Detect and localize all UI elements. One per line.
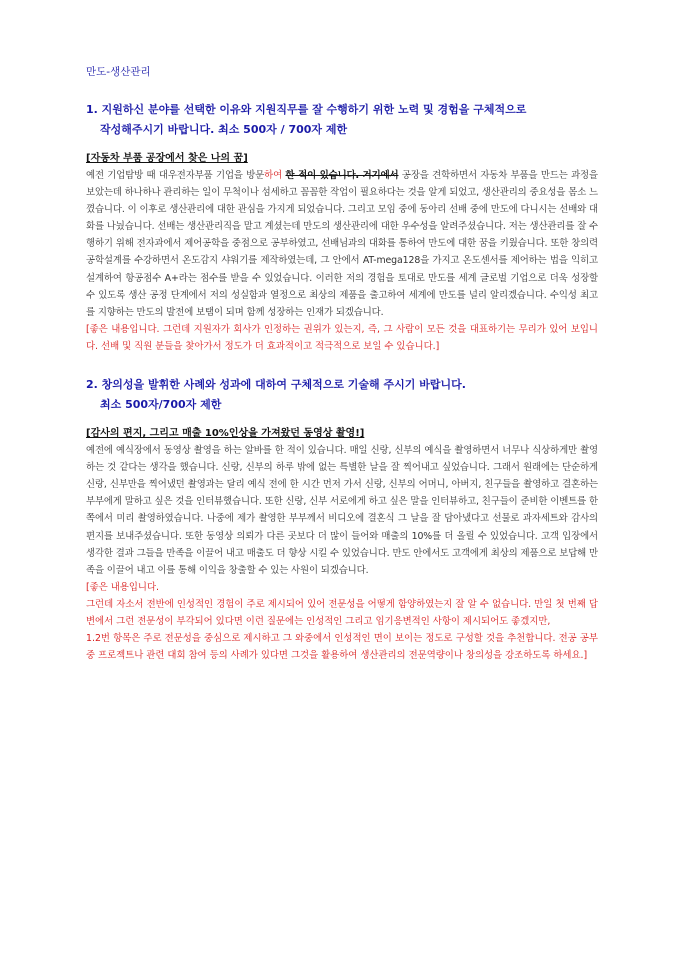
answer-2-feedback-2: 그런데 자소서 전반에 인성적인 경험이 주로 제시되어 있어 전문성을 어떻게 함양하였는지 잘 알 수 없습니다. 만일 첫 번째 답변에서 그런 전문성이 부각되어 있다면 이런 질문에는 인성적인 그리고 임기응변적인 사항이 제시되어도 좋겠지만, (86, 598, 598, 627)
answer-2-feedback-3: 1.2번 항목은 주로 전문성을 중심으로 제시하고 그 와중에서 인성적인 면이 보이는 정도로 구성할 것을 추천합니다. 전공 공부 중 프로젝트나 관련 대회 참여 등의 사례가 있다면 그것을 활용하여 생산관리의 전문역량이나 창의성을 강조하도록 하세요.] (86, 633, 598, 662)
question-1 (86, 100, 598, 140)
answer-1-text-rest: 공장을 견학하면서 자동차 부품을 만드는 과정을 보았는데 하나하나 관리하는 일이 무척이나 섬세하고 꼼꼼한 작업이 필요하다는 것을 알게 되었고, 생산관리의 중요성을 몸소 느꼈습니다. 이 이후로 생산관리에 대한 관심을 가지게 되었습니다. 그리고 모임 중에 동아리 선배 중에 만도에 다니시는 선배와 대화를 나눴습니다. 선배는 생산관리직을 맡고 계셨는데 만도의 생산관리에 대한 우수성을 알려주셨습니다. 저는 생산관리를 잘 수행하기 위해 전자과에서 제어공학을 중점으로 공부하였고, 선배님과의 대화를 통하여 만도에 대한 꿈을 키웠습니다. 또한 창의력공학설계를 수강하면서 온도감지 샤워기를 제작하였는데, 그 안에서 AT-mega128을 가지고 온도센서를 제어하는 법을 익히고 설계하여 항공점수 A+라는 점수를 받을 수 있었습니다. 이러한 저의 경험을 토대로 만도를 세계 글로벌 기업으로 더욱 성장할 수 있도록 생산 공정 단계에서 저의 성실함과 열정으로 최상의 제품을 출고하여 세계에 만도를 널리 알리겠습니다. 수익성 최고를 지향하는 만도의 발전에 보탬이 되며 함께 성장하는 인재가 되겠습니다. (86, 170, 598, 318)
answer-1-feedback: [좋은 내용입니다. 그런데 지원자가 회사가 인정하는 권위가 있는지, 즉, 그 사람이 모든 것을 대표하기는 무리가 있어 보입니다. 선배 및 직원 분들을 찾아가서 정도가 더 효과적이고 적극적으로 보일 수 있습니다.] (86, 323, 598, 352)
document-page (86, 64, 598, 664)
question-2-line-1: 2. 창의성을 발휘한 사례와 성과에 대하여 구체적으로 기술해 주시기 바랍니다. (86, 378, 466, 392)
answer-2-paragraph: 예전에 예식장에서 동영상 촬영을 하는 알바를 한 적이 있습니다. 매일 신랑, 신부의 예식을 촬영하면서 너무나 식상하게만 촬영하는 것 같다는 생각을 했습니다. 신랑, 신부의 하루 밖에 없는 특별한 날을 잘 찍어내고 싶었습니다. 그래서 원래에는 단순하게 신랑, 신부만을 찍어냈던 촬영과는 달리 예식 전에 한 시간 먼저 가서 신랑, 신부의 어머니, 아버지, 친구들을 촬영하고 결혼하는 부부에게 말하고 싶은 것을 인터뷰했습니다. 또한 신랑, 신부 서로에게 하고 싶은 말을 인터뷰하고, 친구들이 준비한 이벤트를 한 쪽에서 미리 촬영하였습니다. 나중에 제가 촬영한 부부께서 비디오에 결혼식 그 날을 잘 담아냈다고 선물로 과자세트와 감사의 편지를 보내주셨습니다. 또한 동영상 의뢰가 다른 곳보다 더 많이 들어와 매출의 10%를 더 올릴 수 있었습니다. 고객 입장에서 생각한 결과 그들을 만족을 이끌어 내고 매출도 더 향상 시킬 수 있었습니다. 만도 안에서도 고객에게 최상의 제품으로 보답해 만족을 이끌어 내고 이를 통해 이익을 창출할 수 있는 사원이 되겠습니다. (86, 445, 598, 576)
answer-1-text-start: 예전 기업탐방 때 대우전자부품 기업을 방문 (86, 170, 265, 181)
document-title: 만도-생산관리 (86, 66, 151, 78)
answer-1-subheading: [자동차 부품 공장에서 찾은 나의 꿈] (86, 153, 248, 164)
answer-1-inserted-text: 하여 (264, 170, 283, 181)
answer-1-deleted-text: 한 적이 있습니다. 거기에서 (285, 170, 399, 181)
answer-1-paragraph (86, 167, 598, 321)
question-1-line-1: 1. 지원하신 분야를 선택한 이유와 지원직무를 잘 수행하기 위한 노력 및 경험을 구체적으로 (86, 103, 527, 116)
answer-2-feedback-1: [좋은 내용입니다. (86, 581, 160, 593)
question-2-line-2: 최소 500자/700자 제한 (100, 398, 222, 412)
answer-2-subheading: [감사의 편지, 그리고 매출 10%인상을 가져왔던 동영상 촬영!] (86, 428, 365, 440)
question-2 (86, 375, 598, 415)
question-1-line-2: 작성해주시기 바랍니다. 최소 500자 / 700자 제한 (100, 123, 348, 136)
